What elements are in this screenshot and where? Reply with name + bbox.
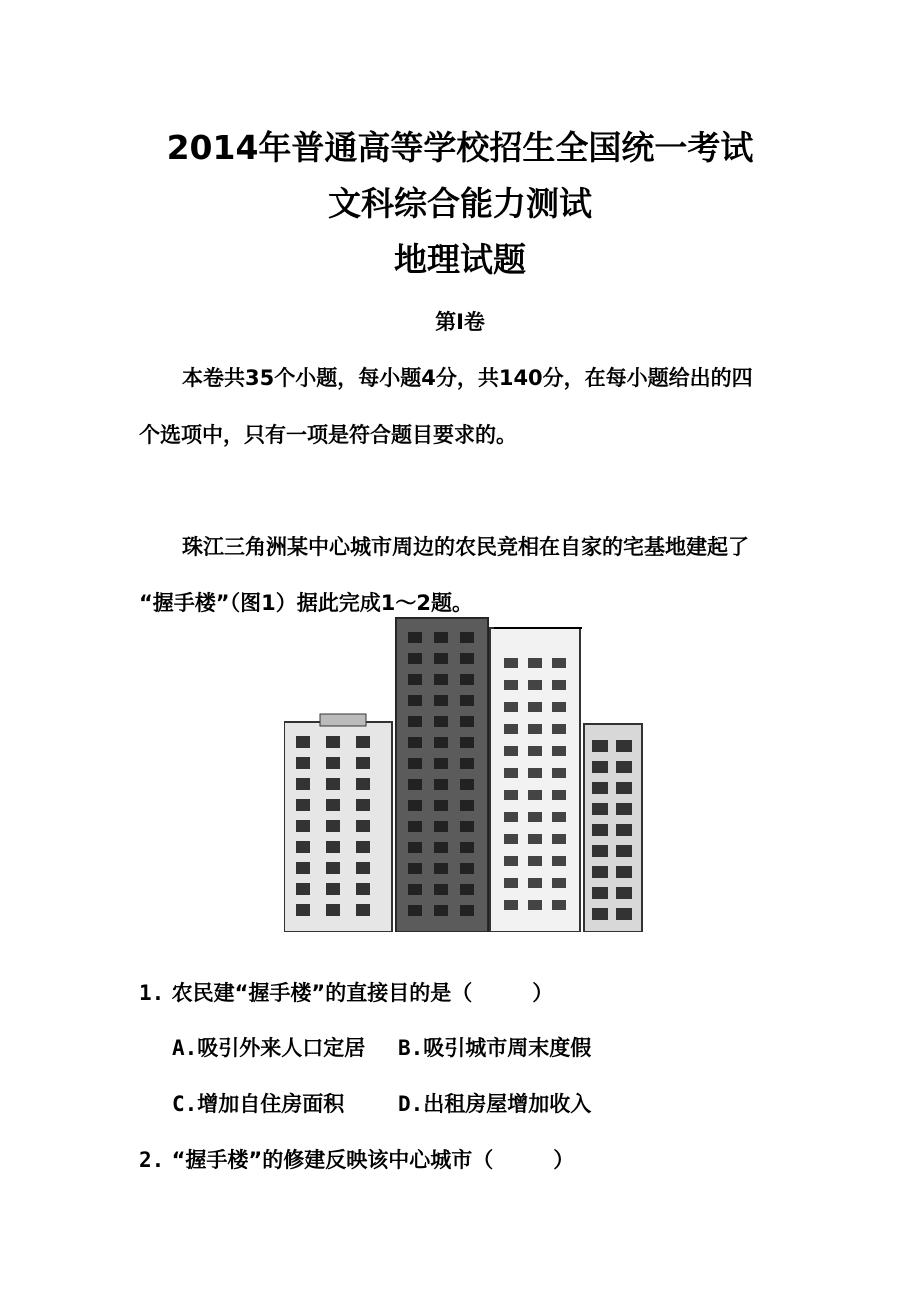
window: [504, 790, 518, 800]
option-a[interactable]: [172, 1034, 365, 1062]
question-1-close: ）: [532, 981, 554, 1005]
window: [326, 862, 340, 874]
section-heading: 第Ⅰ卷: [435, 310, 485, 334]
window: [434, 632, 448, 643]
window: [326, 883, 340, 895]
option-a-text: 吸引外来人口定居: [197, 1036, 366, 1060]
window: [326, 820, 340, 832]
window: [408, 821, 422, 832]
window: [460, 737, 474, 748]
window: [296, 883, 310, 895]
window: [528, 746, 542, 756]
window: [592, 782, 608, 794]
window: [528, 724, 542, 734]
window: [616, 824, 632, 836]
window: [408, 758, 422, 769]
window: [552, 658, 566, 668]
window: [504, 702, 518, 712]
window: [434, 716, 448, 727]
window: [460, 821, 474, 832]
passage-line-1: 珠江三角洲某中心城市周边的农民竞相在自家的宅基地建起了: [182, 535, 749, 559]
question-1-number: 1.: [139, 981, 165, 1005]
window: [434, 737, 448, 748]
window: [356, 841, 370, 853]
window: [434, 674, 448, 685]
exam-subtitle: 文科综合能力测试: [328, 184, 592, 223]
window: [460, 905, 474, 916]
window: [528, 680, 542, 690]
window: [460, 653, 474, 664]
window: [356, 820, 370, 832]
window: [528, 900, 542, 910]
window: [326, 841, 340, 853]
window: [434, 653, 448, 664]
exam-title: 2014年普通高等学校招生全国统一考试: [166, 128, 754, 167]
window: [460, 758, 474, 769]
window: [592, 824, 608, 836]
window: [434, 695, 448, 706]
question-2: [139, 1146, 574, 1174]
window: [434, 758, 448, 769]
window: [616, 740, 632, 752]
window: [504, 900, 518, 910]
window: [552, 878, 566, 888]
window: [592, 845, 608, 857]
window: [408, 653, 422, 664]
window: [434, 821, 448, 832]
window: [552, 900, 566, 910]
option-d[interactable]: [398, 1090, 591, 1118]
window: [504, 680, 518, 690]
window: [528, 702, 542, 712]
window: [408, 842, 422, 853]
option-c[interactable]: [172, 1090, 344, 1118]
window: [356, 778, 370, 790]
window: [504, 724, 518, 734]
window: [504, 768, 518, 778]
option-c-text: 增加自住房面积: [197, 1092, 345, 1116]
window: [528, 768, 542, 778]
option-b[interactable]: [398, 1034, 591, 1062]
window: [528, 658, 542, 668]
window: [326, 736, 340, 748]
window: [592, 866, 608, 878]
window: [296, 862, 310, 874]
window: [296, 757, 310, 769]
subject-title: 地理试题: [394, 240, 526, 279]
window: [326, 799, 340, 811]
window: [616, 866, 632, 878]
instructions-line-1: 本卷共35个小题，每小题4分，共140分，在每小题给出的四: [182, 366, 753, 390]
window: [408, 905, 422, 916]
window: [552, 746, 566, 756]
question-2-number: 2.: [139, 1148, 165, 1172]
window: [616, 782, 632, 794]
window: [434, 884, 448, 895]
window: [408, 884, 422, 895]
window: [296, 841, 310, 853]
window: [408, 695, 422, 706]
window: [592, 740, 608, 752]
window: [460, 842, 474, 853]
window: [460, 863, 474, 874]
window: [592, 887, 608, 899]
left-building-windows: [296, 736, 370, 916]
option-a-letter: A.: [172, 1036, 198, 1060]
window: [460, 632, 474, 643]
window: [296, 778, 310, 790]
window: [460, 779, 474, 790]
window: [552, 856, 566, 866]
window: [592, 908, 608, 920]
window: [504, 878, 518, 888]
window: [296, 799, 310, 811]
window: [356, 883, 370, 895]
option-b-text: 吸引城市周末度假: [423, 1036, 592, 1060]
window: [326, 778, 340, 790]
window: [356, 862, 370, 874]
window: [552, 790, 566, 800]
question-2-close: ）: [553, 1148, 575, 1172]
window: [552, 702, 566, 712]
window: [296, 904, 310, 916]
window: [504, 856, 518, 866]
window: [356, 757, 370, 769]
window: [504, 658, 518, 668]
window: [552, 768, 566, 778]
option-b-letter: B.: [398, 1036, 424, 1060]
passage-line-2: “握手楼”（图1）据此完成1～2题。: [139, 591, 473, 615]
window: [408, 632, 422, 643]
window: [528, 834, 542, 844]
window: [434, 905, 448, 916]
question-1-stem: 农民建“握手楼”的直接目的是（: [171, 981, 473, 1005]
window: [460, 800, 474, 811]
window: [528, 812, 542, 822]
window: [434, 779, 448, 790]
window: [552, 680, 566, 690]
window: [552, 812, 566, 822]
window: [552, 834, 566, 844]
window: [460, 884, 474, 895]
window: [616, 845, 632, 857]
window: [408, 716, 422, 727]
instructions-line-2: 个选项中，只有一项是符合题目要求的。: [139, 423, 517, 447]
window: [460, 674, 474, 685]
window: [616, 908, 632, 920]
window: [504, 746, 518, 756]
window: [296, 736, 310, 748]
window: [408, 863, 422, 874]
window: [434, 800, 448, 811]
question-2-stem: “握手楼”的修建反映该中心城市（: [171, 1148, 494, 1172]
window: [460, 716, 474, 727]
window: [528, 878, 542, 888]
window: [616, 761, 632, 773]
window: [434, 863, 448, 874]
window: [592, 761, 608, 773]
handshake-buildings-photo: [284, 614, 644, 932]
window: [504, 834, 518, 844]
window: [460, 695, 474, 706]
window: [296, 820, 310, 832]
window: [616, 887, 632, 899]
window: [434, 842, 448, 853]
window: [504, 812, 518, 822]
window: [326, 757, 340, 769]
window: [528, 790, 542, 800]
option-d-text: 出租房屋增加收入: [423, 1092, 592, 1116]
window: [552, 724, 566, 734]
window: [408, 800, 422, 811]
window: [356, 799, 370, 811]
window: [528, 856, 542, 866]
window: [408, 779, 422, 790]
window: [408, 674, 422, 685]
window: [326, 904, 340, 916]
question-1: [139, 979, 553, 1007]
window: [616, 803, 632, 815]
window: [592, 803, 608, 815]
window: [356, 904, 370, 916]
window: [356, 736, 370, 748]
option-d-letter: D.: [398, 1092, 424, 1116]
window: [408, 737, 422, 748]
option-c-letter: C.: [172, 1092, 198, 1116]
